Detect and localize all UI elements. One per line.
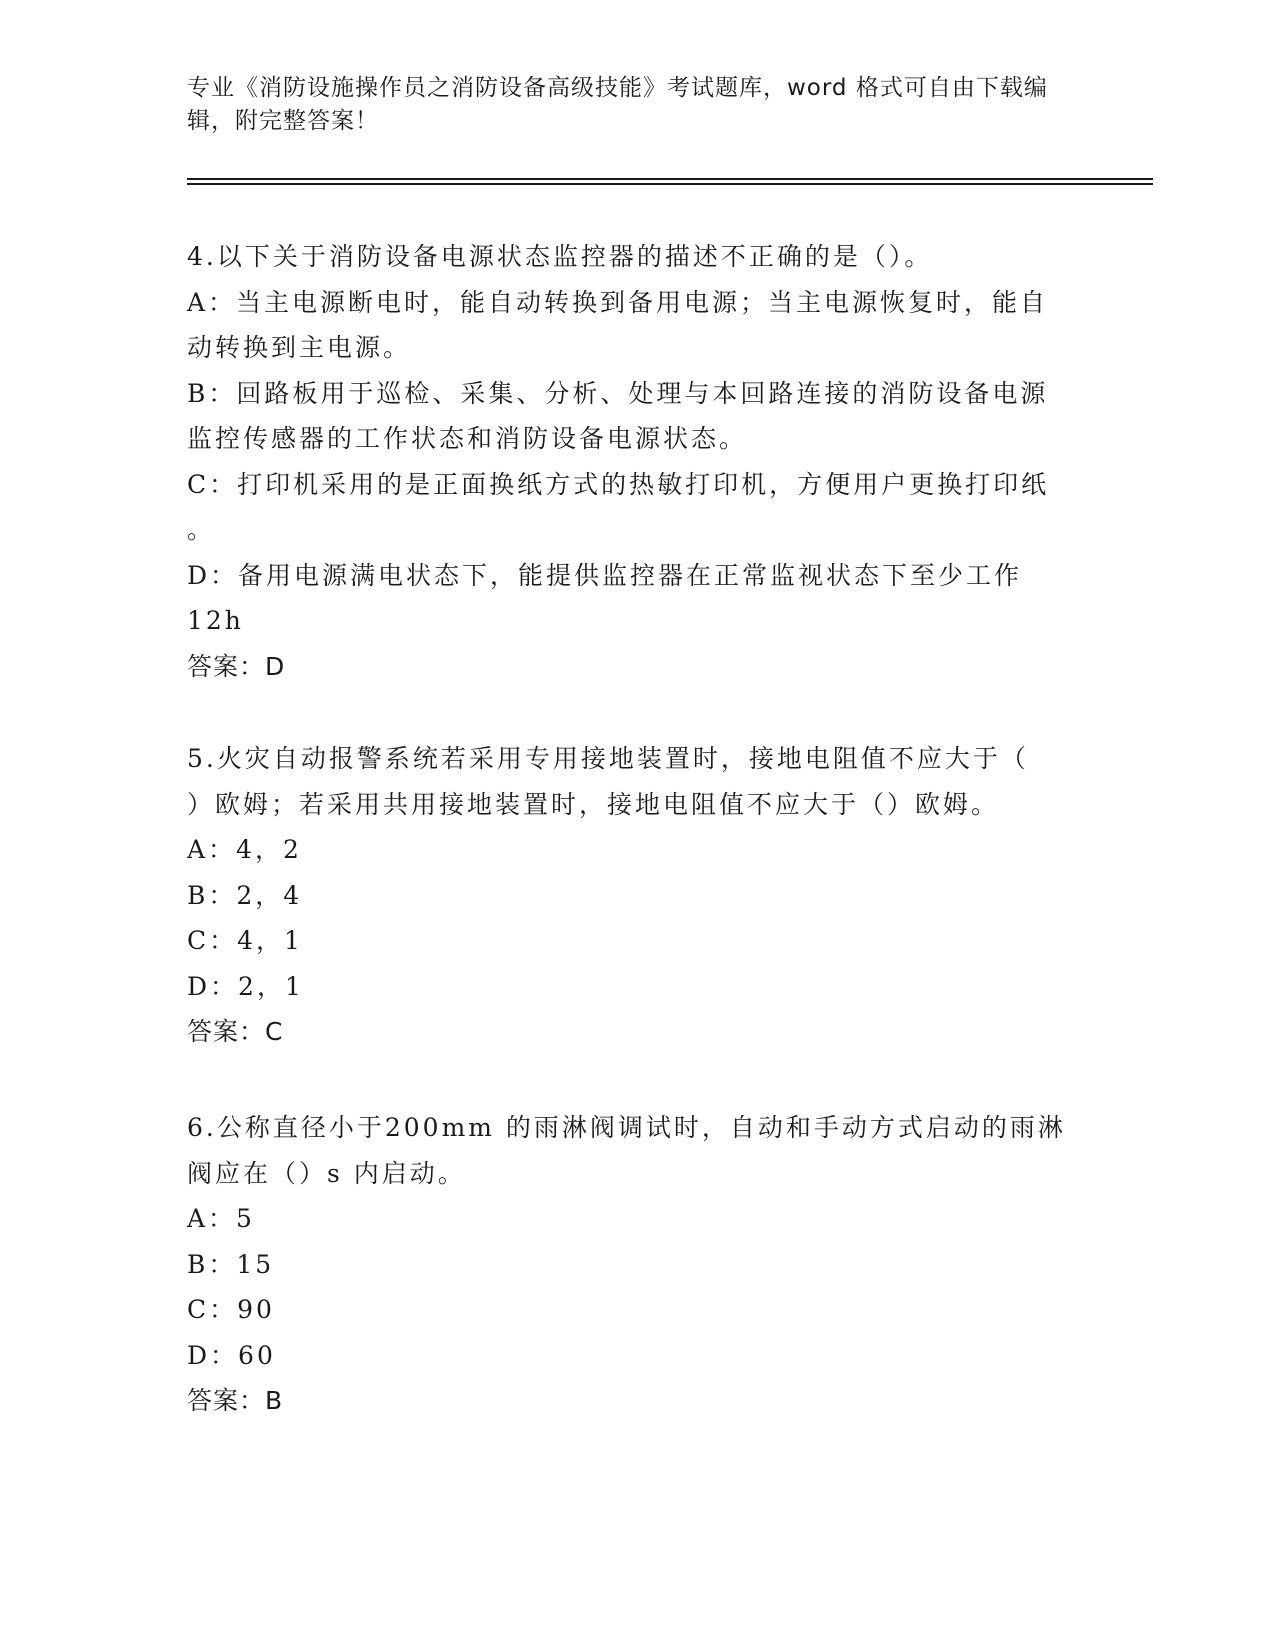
option-d-line-2: 12h	[187, 606, 244, 635]
question-4	[187, 234, 1077, 689]
header-divider-top	[187, 178, 1153, 180]
header-divider-bottom	[187, 183, 1153, 185]
option-d: D：60	[187, 1340, 276, 1370]
header-line-1: 专业《消防设施操作员之消防设备高级技能》考试题库，word 格式可自由下载编	[187, 75, 1048, 101]
option-c: C：4，1	[187, 926, 303, 955]
option-d-line-1: D：备用电源满电状态下，能提供监控器在正常监视状态下至少工作	[187, 560, 1023, 590]
option-a: A：5	[187, 1204, 255, 1233]
option-c-line-1: C：打印机采用的是正面换纸方式的热敏打印机，方便用户更换打印纸	[187, 469, 1050, 499]
option-b: B：15	[187, 1249, 275, 1279]
option-c: C：90	[187, 1295, 275, 1324]
header-line-2: 辑，附完整答案！	[187, 108, 379, 134]
option-c-line-2: 。	[187, 515, 216, 544]
option-b-line-1: B：回路板用于巡检、采集、分析、处理与本回路连接的消防设备电源	[187, 378, 1049, 408]
option-d: D：2，1	[187, 971, 304, 1001]
question-6	[187, 1105, 1077, 1424]
question-stem-line-1: 5.火灾自动报警系统若采用专用接地装置时，接地电阻值不应大于（	[187, 744, 1029, 773]
option-a-line-1: A：当主电源断电时，能自动转换到备用电源；当主电源恢复时，能自	[187, 287, 1049, 317]
answer-label: 答案：B	[187, 1386, 284, 1415]
question-stem-line-1: 6.公称直径小于200mm 的雨淋阀调试时，自动和手动方式启动的雨淋	[187, 1113, 1066, 1142]
question-stem: 4.以下关于消防设备电源状态监控器的描述不正确的是（）。	[187, 242, 933, 271]
answer-label: 答案：C	[187, 1017, 284, 1046]
question-5	[187, 736, 1077, 1055]
document-header	[187, 72, 1067, 138]
answer-label: 答案：D	[187, 651, 286, 681]
option-b-line-2: 监控传感器的工作状态和消防设备电源状态。	[187, 424, 748, 453]
option-b: B：2，4	[187, 880, 303, 910]
option-a-line-2: 动转换到主电源。	[187, 333, 412, 362]
question-stem-line-2: 阀应在（）s 内启动。	[187, 1158, 466, 1188]
question-stem-line-2: ）欧姆；若采用共用接地装置时，接地电阻值不应大于（）欧姆。	[187, 789, 1000, 819]
option-a: A：4，2	[187, 835, 302, 864]
